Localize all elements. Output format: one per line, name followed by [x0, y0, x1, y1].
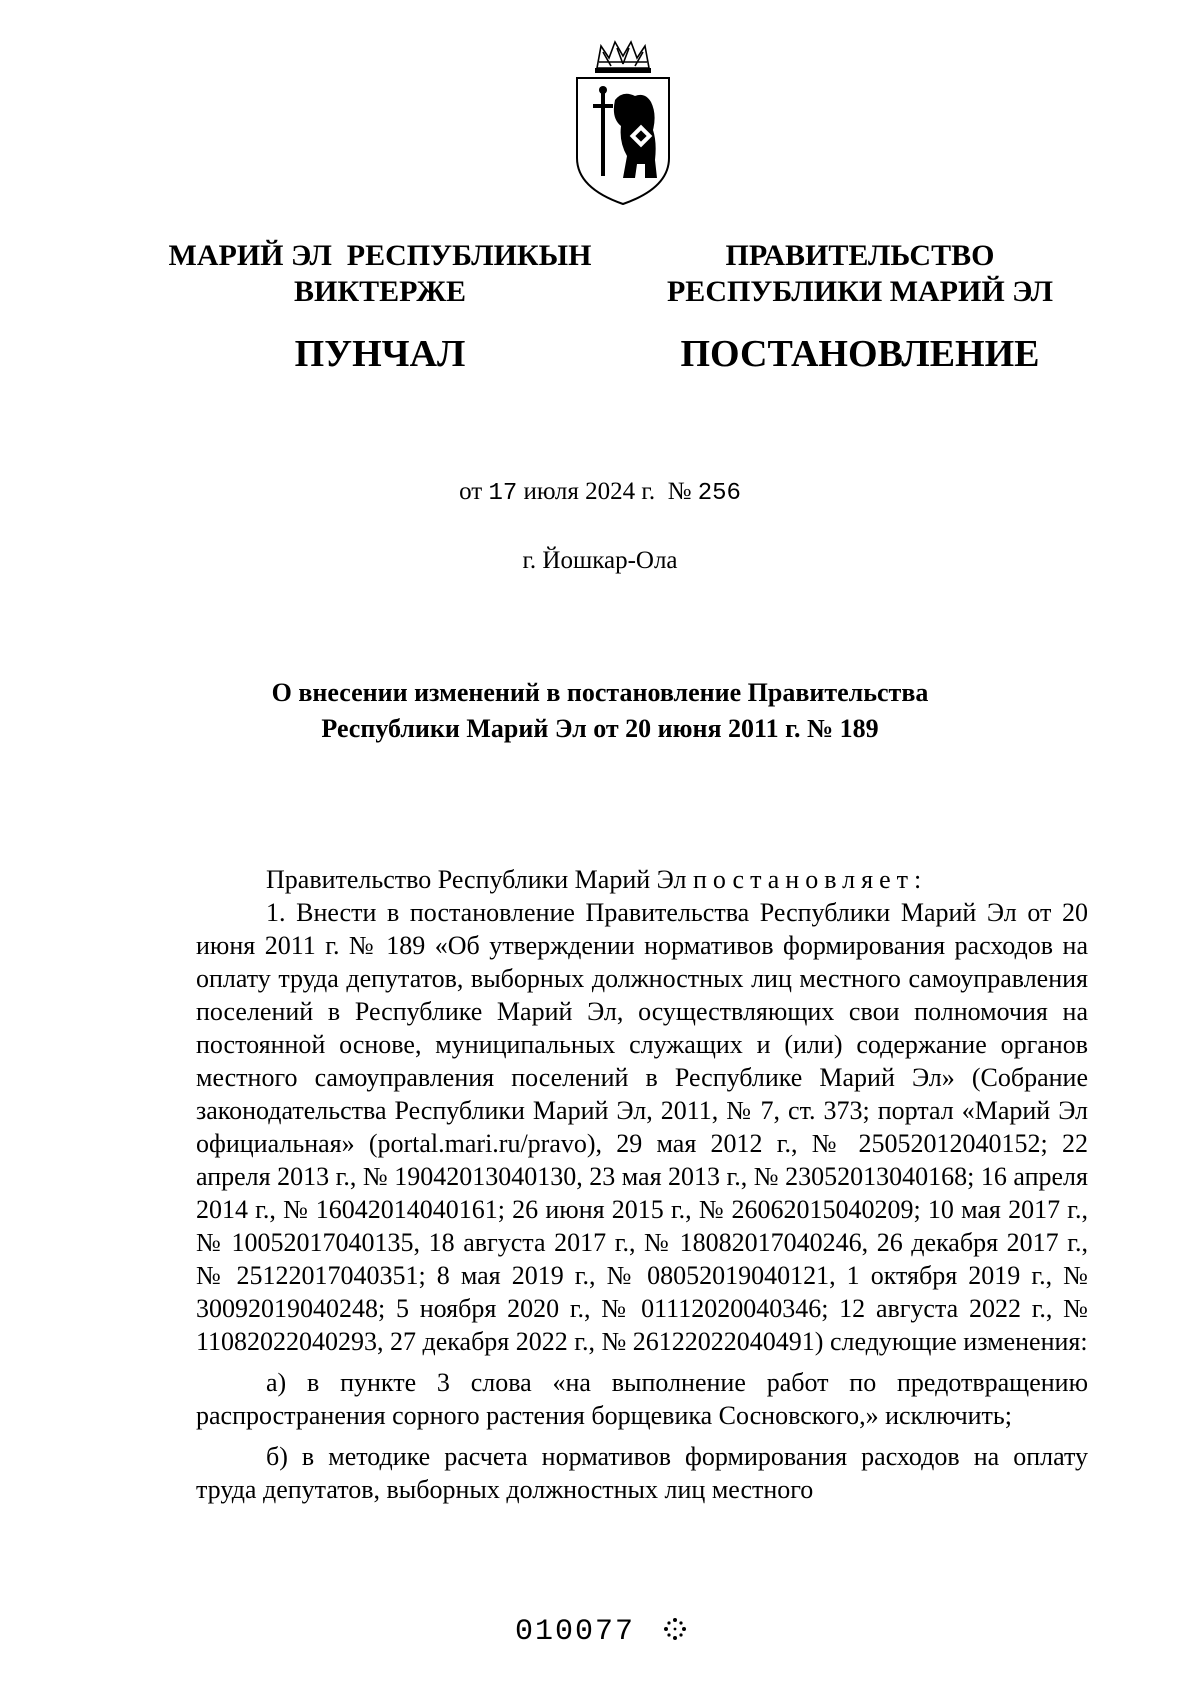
coat-of-arms-emblem [571, 38, 675, 206]
date-prefix: от [459, 478, 483, 505]
header-left-block [160, 238, 600, 376]
item-b: б) в методике расчета нормативов формирования расходов на оплату труда депутатов, выборных должностных лиц местного [196, 1442, 1088, 1504]
title-line-2: Республики Марий Эл от 20 июня 2011 г. № 189 [321, 714, 879, 743]
header-right-line2: РЕСПУБЛИКИ МАРИЙ ЭЛ [666, 275, 1053, 308]
document-number: 256 [697, 480, 741, 507]
number-sign: № [667, 478, 692, 505]
document-title [200, 675, 1000, 747]
header-left-doc-type: ПУНЧАЛ [294, 333, 466, 375]
intro-verb: постановляет: [692, 865, 928, 894]
header-right-doc-type: ПОСТАНОВЛЕНИЕ [680, 333, 1040, 375]
document-body [196, 863, 1088, 1506]
date-day: 17 [488, 480, 518, 507]
city-name: г. Йошкар-Ола [522, 547, 678, 574]
header-left-line1: МАРИЙ ЭЛ РЕСПУБЛИКЫН [168, 239, 592, 272]
intro-paragraph [196, 863, 1088, 896]
date-month-year: июля 2024 г. [523, 478, 656, 505]
asterisk-mark-icon [660, 1614, 690, 1644]
header-left-line2: ВИКТЕРЖЕ [293, 275, 467, 308]
serial-number: 010077 [515, 1615, 636, 1649]
header-right-line1: ПРАВИТЕЛЬСТВО [725, 239, 995, 272]
title-line-1: О внесении изменений в постановление Правительства [271, 678, 929, 707]
item-a: а) в пункте 3 слова «на выполнение работ по предотвращению распространения сорного растения борщевика Сосновского,» исключить; [196, 1368, 1088, 1430]
paragraph-1: 1. Внести в постановление Правительства Республики Марий Эл от 20 июня 2011 г. № 189 «Об утверждении нормативов формирования расходов на оплату труда депутатов, выборных должностных лиц местного самоуправления поселений в Республике Марий Эл, осуществляющих свои полномочия на постоянной основе, муниципальных служащих и (или) содержание органов местного самоуправления поселений в Республике Марий Эл» (Собрание законодательства Республики Марий Эл, 2011, № 7, ст. 373; портал «Марий Эл официальная» (portal.mari.ru/pravo), 29 мая 2012 г., № 25052012040152; 22 апреля 2013 г., № 19042013040130, 23 мая 2013 г., № 23052013040168; 16 апреля 2014 г., № 16042014040161; 26 июня 2015 г., № 26062015040209; 10 мая 2017 г., № 10052017040135, 18 августа 2017 г., № 18082017040246, 26 декабря 2017 г., № 25122017040351; 8 мая 2019 г., № 08052019040121, 1 октября 2019 г., № 30092019040248; 5 ноября 2020 г., № 01112020040346; 12 августа 2022 г., № 11082022040293, 27 декабря 2022 г., № 26122022040491) следующие изменения: [196, 898, 1088, 1356]
document-date-line [0, 478, 1200, 507]
intro-subject: Правительство Республики Марий Эл [266, 865, 687, 894]
header-right-block [660, 238, 1060, 376]
